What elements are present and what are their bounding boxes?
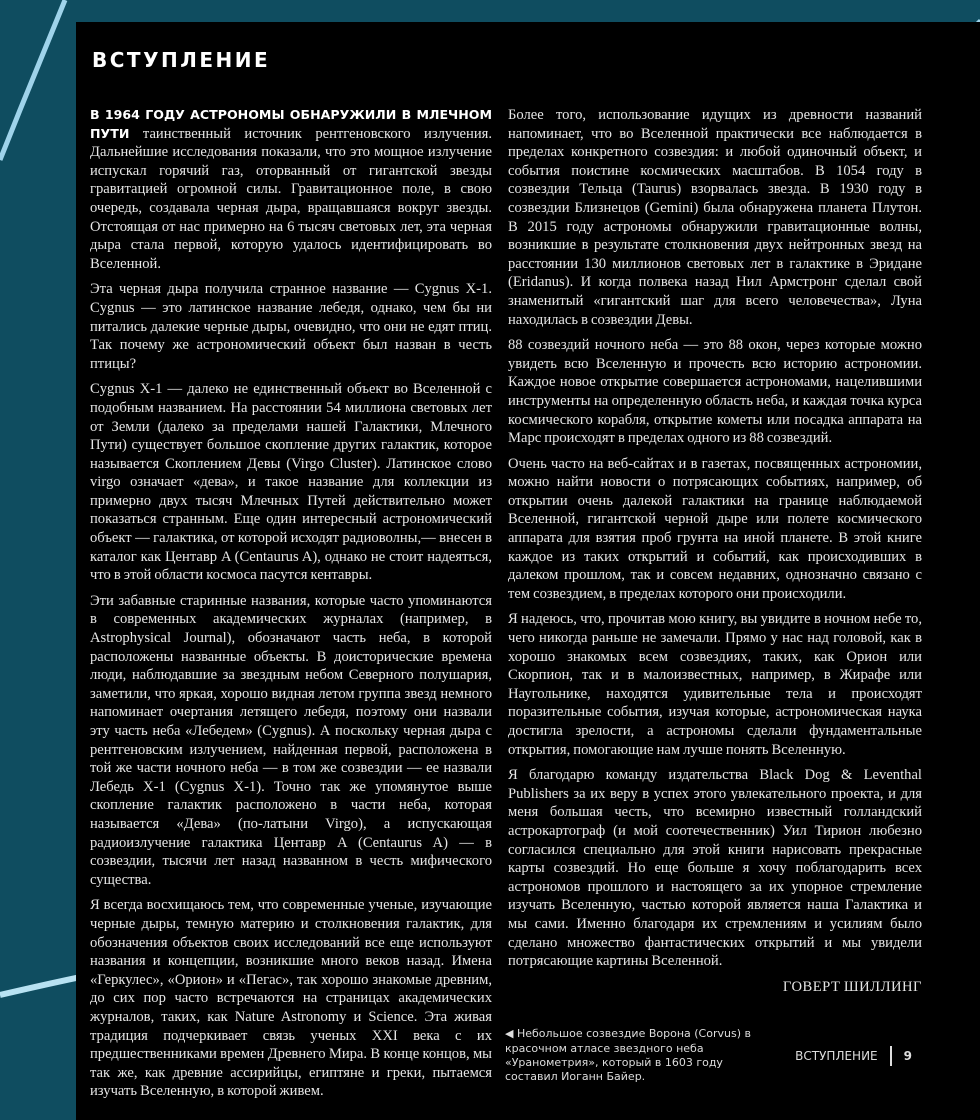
- paragraph: Эта черная дыра получила странное название — Cygnus X-1. Cygnus — это латинское название лебедя, однако, чем бы ни питались далекие черные дыры, очевидно, что они не едят птиц. Так почему же астрономический объект был назван в честь птицы?: [90, 281, 492, 372]
- page-number: 9: [903, 1048, 912, 1063]
- right-stack: [505, 106, 922, 1084]
- page-footer: [795, 1046, 912, 1066]
- paragraph: [90, 106, 492, 273]
- left-arrow-icon: ◀: [505, 1027, 514, 1041]
- caption-text: Небольшое созвездие Ворона (Corvus) в красочном атласе звездного неба «Уранометрия», который в 1603 году составил Иоганн Байер.: [505, 1027, 751, 1083]
- paragraph: Очень часто на веб-сайтах и в газетах, посвященных астрономии, можно найти новости о потрясающих событиях, например, об открытии очень далекой галактики на границе наблюдаемой Вселенной, гигантской черной дыре или полете космического аппарата для взятия проб грунта на иной планете. В этой книге каждое из таких открытий и событий, как происходивших в далеком прошлом, так и совсем недавних, однозначно связано с тем созвездием, в пределах которого они происходили.: [508, 455, 922, 602]
- paragraph: Cygnus X-1 — далеко не единственный объект во Вселенной с подобным названием. На расстоянии 54 миллиона световых лет от Земли (далеко за пределами нашей Галактики, Млечного Пути) существует большое скопление других галактик, которое называется Скоплением Девы (Virgo Cluster). Латинское слово virgo означает «дева», и такое название для коллекции из примерно двух тысяч Млечных Путей действительно может показаться странным. Еще один интересный астрономический объект — галактика, от которой исходят радиоволны,— внесен в каталог как Центавр A (Centaurus A), однако не стоит надеяться, что в этой области космоса пасутся кентавры.: [90, 381, 492, 584]
- paragraph: 88 созвездий ночного неба — это 88 окон, через которые можно увидеть всю Вселенную и прочесть всю историю астрономии. Каждое новое открытие совершается астрономами, нацелившими инструменты на определенную область неба, и каждая точка курса космического корабля, открытие кометы или посадка аппарата на Марс происходят в пределах одного из 88 созвездий.: [508, 337, 922, 447]
- page-title: ВСТУПЛЕНИЕ: [92, 48, 271, 72]
- left-column: [90, 106, 492, 1108]
- paragraph: Я благодарю команду издательства Black Dog & Leventhal Publishers за их веру в успех этого увлекательного проекта, и для меня большая честь, что всемирно известный голландский астрокартограф (и мой соотечественник) Уил Тирион любезно согласился специально для этой книги нарисовать прекрасные карты созвездий. Но еще больше я хочу поблагодарить всех астрономов прошлого и настоящего за их упорное стремление изучать Вселенную, частью которой является наша Галактика и мы сами. Именно благодаря их стремлениям и усилиям было сделано множество фантастических открытий и мы увидели потрясающие картины Вселенной.: [508, 767, 922, 970]
- running-header: ВСТУПЛЕНИЕ: [795, 1048, 878, 1063]
- paragraph: Эти забавные старинные названия, которые часто упоминаются в современных академических журналах (например, в Astrophysical Journal), обозначают часть неба, в которой расположены названные объекты. В доисторические времена люди, наблюдавшие за звездным небом Северного полушария, заметили, что яркая, хорошо видная летом группа звезд немного напоминает очертания летящего лебедя, поэтому они назвали эту часть неба «Лебедем» (Cygnus). А поскольку черная дыра с рентгеновским излучением, найденная первой, расположена в той же части ночного неба — в том же созвездии — ее назвали Лебедь X-1 (Cygnus X-1). Точно так же упомянутое выше скопление галактик расположено в части неба, которая называется «Дева» (по-латыни Virgo), а испускающая радиоизлучение галактика Центавр A (Centaurus A) — в созвездии, тысячи лет назад названном в честь мифического существа.: [90, 592, 492, 888]
- bottom-row: [505, 1027, 922, 1084]
- paragraph-text: таинственный источник рентгеновского излучения. Дальнейшие исследования показали, что это мощное излучение испускал горячий газ, оторванный от гигантской звезды гравитацией огромной силы. Гравитационное поле, в свою очередь, создавала черная дыра, вращавшаяся вокруг звезды. Отстоящая от нас примерно на 6 тысяч световых лет, эта черная дыра стала первой, которую удалось идентифицировать во Вселенной.: [90, 125, 492, 272]
- paragraph: Я надеюсь, что, прочитав мою книгу, вы увидите в ночном небе то, чего никогда раньше не замечали. Прямо у нас над головой, как в хорошо знакомых всем созвездиях, таких, как Орион или Скорпион, так и в малоизвестных, например, в Жирафе или Наугольнике, находятся удивительные тела и происходят поразительные события, изучая которые, астрономическая наука достигла зрелости, а астрономы сделали фундаментальные открытия, помогающие нам лучше понять Вселенную.: [508, 611, 922, 758]
- right-column: [508, 106, 922, 1003]
- author-signature: ГОВЕРТ ШИЛЛИНГ: [782, 978, 922, 995]
- image-caption: [505, 1027, 755, 1084]
- paragraph: Я всегда восхищаюсь тем, что современные ученые, изучающие черные дыры, темную материю и столкновения галактик, для обозначения объектов своих исследований все еще используют названия и концепции, возникшие много веков назад. Имена «Геркулес», «Орион» и «Пегас», так хорошо знакомые древним, до сих пор часто встречаются на страницах академических журналов, таких, как Nature Astronomy и Science. Эта живая традиция подчеркивает связь ученых XXI века с их предшественниками времен Древнего Мира. В конце концов, мы так же, как древние ассирийцы, египтяне и греки, пытаемся изучать Вселенную, в которой живем.: [90, 897, 492, 1100]
- paragraph: Более того, использование идущих из древности названий напоминает, что во Вселенной практически все наблюдается в пределах конкретного созвездия: и любой одиночный объект, и события поистине космических масштабов. В 1054 году в созвездии Тельца (Taurus) взорвалась звезда. В 1930 году в созвездии Близнецов (Gemini) была обнаружена планета Плутон. В 2015 году астрономы обнаружили гравитационные волны, возникшие в результате столкновения двух нейтронных звезд на расстоянии 130 миллионов световых лет в галактике в Эридане (Eridanus). И когда полвека назад Нил Армстронг сделал свой знаменитый «гигантский шаг для всего человечества», Луна находилась в созвездии Девы.: [508, 107, 922, 328]
- lead-in: В 1964 ГОДУ АСТРОНОМЫ ОБНАРУЖИЛИ В МЛЕЧНОМ ПУТИ: [90, 107, 492, 141]
- divider: [890, 1046, 892, 1066]
